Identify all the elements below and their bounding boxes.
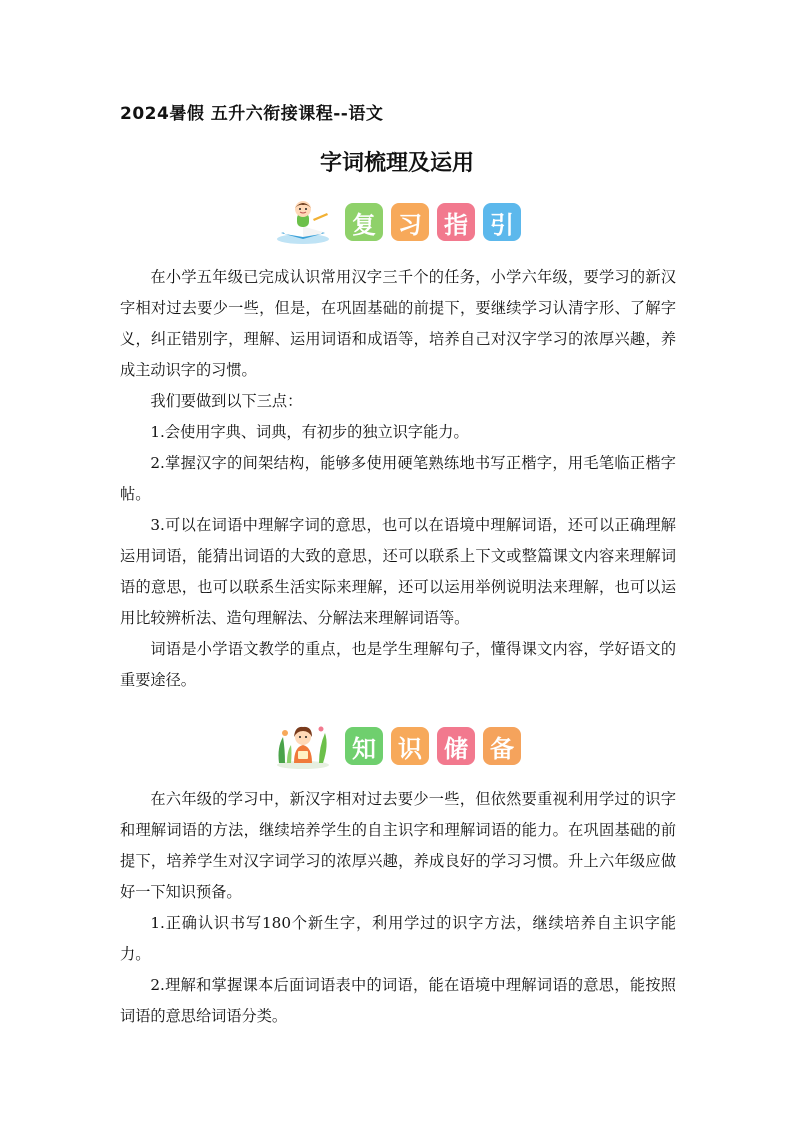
banner-tile-fu: 复 [345,203,383,241]
review-guide-text [120,262,676,696]
paragraph: 1.正确认识书写180个新生字，利用学过的识字方法，继续培养自主识字能力。 [120,914,676,963]
review-guide-banner [0,198,794,246]
paragraph: 3.可以在词语中理解字词的意思，也可以在语境中理解词语，还可以正确理解运用词语，能猜出词语的大致的意思，还可以联系上下文或整篇课文内容来理解词语的意思，也可以联系生活实际来理解，还可以运用举例说明法来理解，也可以运用比较辨析法、造句理解法、分解法来理解词语等。 [120,516,676,627]
paragraph: 词语是小学语文教学的重点，也是学生理解句子，懂得课文内容，学好语文的重要途径。 [120,640,676,689]
banner-tile-chu: 储 [437,727,475,765]
banner-tile-yin: 引 [483,203,521,241]
paragraph: 2.掌握汉字的间架结构，能够多使用硬笔熟练地书写正楷字，用毛笔临正楷字帖。 [120,454,676,503]
knowledge-reserve-text [120,784,676,1032]
banner-tile-zhi2: 知 [345,727,383,765]
banner-tile-shi: 识 [391,727,429,765]
banner-tile-bei: 备 [483,727,521,765]
page-title: 字词梳理及运用 [319,151,474,176]
banner-tile-zhi: 指 [437,203,475,241]
knowledge-reserve-banner [0,722,794,770]
paragraph: 在小学五年级已完成认识常用汉字三千个的任务，小学六年级，要学习的新汉字相对过去要少一些，但是，在巩固基础的前提下，要继续学习认清字形、了解字义，纠正错别字，理解、运用词语和成语等，培养自己对汉字学习的浓厚兴趣，养成主动识字的习惯。 [120,268,676,379]
paragraph: 在六年级的学习中，新汉字相对过去要少一些，但依然要重视利用学过的识字和理解词语的方法，继续培养学生的自主识字和理解词语的能力。在巩固基础的前提下，培养学生对汉字词学习的浓厚兴趣，养成良好的学习习惯。升上六年级应做好一下知识预备。 [120,790,676,901]
boy-reading-book-illustration [273,199,333,245]
paragraph: 我们要做到以下三点： [150,392,303,410]
paragraph: 2.理解和掌握课本后面词语表中的词语，能在语境中理解词语的意思，能按照词语的意思给词语分类。 [120,976,676,1025]
paragraph: 1.会使用字典、词典，有初步的独立识字能力。 [150,423,469,441]
girl-with-plants-illustration [273,723,333,769]
banner-tile-xi: 习 [391,203,429,241]
course-header: 2024暑假 五升六衔接课程--语文 [120,104,384,124]
